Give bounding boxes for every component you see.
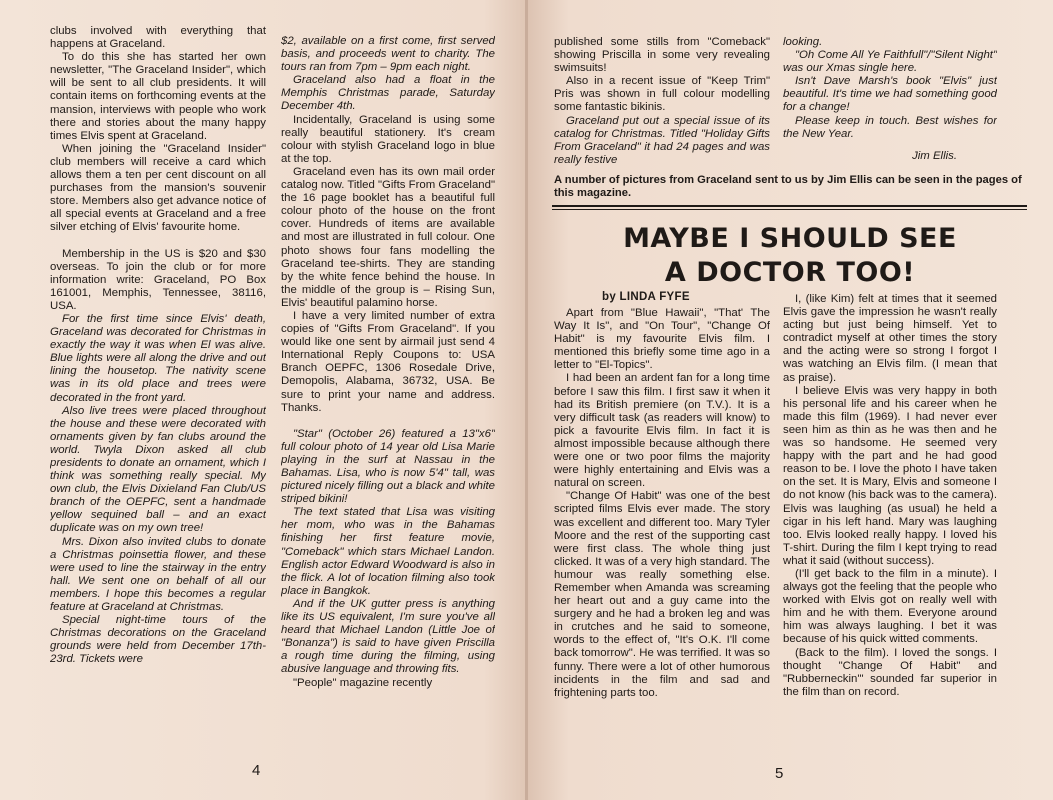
paragraph: "Star" (October 26) featured a 13"x6" full colour photo of 14 year old Lisa Marie playing in the surf at Nassau in the Bahamas. Lisa, who is now 5'4" tall, was pictured nicely filling out a black and white striped bikini! [281,427,495,506]
paragraph: I, (like Kim) felt at times that it seemed Elvis gave the impression he wasn't really acting but just being himself. Yet to contradict myself at other times the story and the acting were so strong I forgot I was watching an Elvis film. (I mean that as praise). [783,293,997,384]
paragraph: Membership in the US is $20 and $30 overseas. To join the club or for more information write: Graceland, PO Box 161001, Memphis, Tennessee, 38116, USA. [50,247,266,312]
page-gutter [525,0,528,800]
article-column-2 [783,293,997,763]
paragraph: Graceland also had a float in the Memphis Christmas parade, Saturday December 4th. [281,74,495,113]
headline-line-1: MAYBE I SHOULD SEE [623,223,957,254]
paragraph: "People" magazine recently [293,676,433,689]
photo-credit-note: A number of pictures from Graceland sent to us by Jim Ellis can be seen in the pages of this magazine. [554,174,1022,200]
paragraph: Also live trees were placed throughout the house and these were decorated with ornaments given by fan clubs around the world. Twyla Dixon asked all club presidents to donate an ornament, which I think was something really special. My own club, the Elvis Dixieland Fan Club/US branch of the OEPFC, sent a handmade yellow sequined ball – and an exact duplicate was on my own tree! [50,404,266,535]
paragraph: Incidentally, Graceland is using some really beautiful stationery. It's cream colour with stylish Graceland logo in blue at the top. [281,113,495,165]
paragraph: clubs involved with everything that happens at Graceland. [50,25,266,51]
left-page-column-2 [281,35,495,755]
signature: Jim Ellis. [912,149,957,162]
paragraph: Graceland put out a special issue of its catalog for Christmas. Titled "Holiday Gifts From Graceland" it had 24 pages and was really festive [554,114,770,166]
paragraph: "Change Of Habit" was one of the best scripted films Elvis ever made. The story was excellent and different too. Mary Tyler Moore and the rest of the supporting cast were first class. The whole thing just clicked. It was of a very high standard. The humour was really something else. Remember when Amanda was screaming her heart out and a guy came into the surgery and he had a broken leg and was in crutches and he said to someone, words to the effect of, "It's O.K. I'll come back tomorrow". He was terrified. It was so funny. There were a lot of other humorous incidents in the film and sad and frightening parts too. [554,490,770,699]
paragraph: I believe Elvis was very happy in both his personal life and his career when he made this film (1969). I had never ever seen him as thin as he was then and he was so handsome. He seemed very happy with the part and he had good reason to be. I love the photo I have taken on the set. It is Mary, Elvis and someone I do not know (his back was to the camera). Elvis was laughing (as usual) he held a cigar in his left hand. Mary was laughing too. Elvis looked really happy. I loved his T-shirt. During the film I kept trying to read what it said (without success). [783,384,997,567]
paragraph: Isn't Dave Marsh's book "Elvis" just beautiful. It's time we had something good for a change! [783,75,997,114]
paragraph: Please keep in touch. Best wishes for the New Year. [783,114,997,140]
article-byline: by LINDA FYFE [602,291,690,303]
divider-rule [552,205,1027,207]
article-headline [560,222,1020,290]
paragraph: For the first time since Elvis' death, Graceland was decorated for Christmas in exactly the way it was when El was alive. Blue lights were all along the drive and out lining the housetop. The nativity scene was in its old place and trees were decorated in the front yard. [50,312,266,404]
paragraph: (Back to the film). I loved the songs. I thought "Change Of Habit" and "Rubberneckin'" sounded far superior in the film than on record. [783,646,997,698]
paragraph: When joining the "Graceland Insider" club members will receive a card which allows them a ten per cent discount on all purchases from the mansion's souvenir store. Members also get advance notice of all special events at Graceland and a free silver etching of Elvis' favourite home. [50,142,266,234]
paragraph: Mrs. Dixon also invited clubs to donate a Christmas poinsettia flower, and these were used to line the stairway in the entry hall. We sent one on behalf of all our members. I hope this becomes a regular feature at Graceland at Christmas. [50,535,266,614]
article-column-1 [554,307,770,762]
paragraph: looking. [783,36,823,48]
paragraph: $2, available on a first come, first served basis, and proceeds went to charity. The tours ran from 7pm – 9pm each night. [281,35,495,74]
page-number-left: 4 [252,762,261,779]
paragraph: To do this she has started her own newsletter, "The Graceland Insider", which will be sent to all club presidents. It will contain items on forthcoming events at the mansion, interviews with people who work there and stories about the many happy times Elvis spent at Graceland. [50,51,266,142]
left-page-column-1 [50,25,266,755]
paragraph: Graceland even has its own mail order catalog now. Titled "Gifts From Graceland" the 16 page booklet has a beautiful full colour photo of the house on the front cover. Hundreds of items are available and most are illustrated in full colour. One photo shows four fans modelling the Graceland tee-shirts. They are standing by the white fence behind the house. In the middle of the group is – Rising Sun, Elvis' beautiful palamino horse. [281,165,495,309]
paragraph: Special night-time tours of the Christmas decorations on the Graceland grounds were held from December 17th-23rd. Tickets were [50,614,266,666]
paragraph: "Oh Come All Ye Faithfull"/"Silent Night" was our Xmas single here. [783,49,997,75]
paragraph: Also in a recent issue of "Keep Trim" Pris was shown in full colour modelling some fantastic bikinis. [554,75,770,114]
paragraph: I have a very limited number of extra copies of "Gifts From Graceland". If you would like one sent by airmail just send 4 International Reply Coupons to: USA Branch OEPFC, 1306 Rosedale Drive, Demopolis, Alabama, 36732, USA. Be sure to print your name and address. Thanks. [281,309,495,414]
letter-closing [783,36,997,141]
page-number-right: 5 [775,765,784,782]
paragraph: Apart from "Blue Hawaii", "That' The Way It Is", and "On Tour", "Change Of Habit" is my favourite Elvis film. I mentioned this briefly some time ago in a letter to "El-Topics". [554,307,770,372]
paragraph: The text stated that Lisa was visiting her mom, who was in the Bahamas finishing her first feature movie, "Comeback" which stars Michael Landon. English actor Edward Woodward is also in the flick. A lot of location filming also took place in Bangkok. [281,506,495,597]
paragraph: (I'll get back to the film in a minute). I always got the feeling that the people who worked with Elvis got on really well with him and he with them. Everyone around him was always laughing. I bet it was because of his quick witted comments. [783,567,997,646]
headline-line-2: A DOCTOR TOO! [664,257,916,288]
paragraph: published some stills from "Comeback" showing Priscilla in some very revealing swimsuits! [554,36,770,75]
paragraph: And if the UK gutter press is anything like its US equivalent, I'm sure you've all heard that Michael Landon (Little Joe of "Bonanza") is said to have given Priscilla a rough time during the filming, using abusive language and throwing fits. [281,597,495,676]
divider-rule-thin [552,209,1027,210]
paragraph: I had been an ardent fan for a long time before I saw this film. I first saw it when it had its British premiere (on T.V.). It is a very difficult task (as readers will know) to pick a favourite Elvis film. In fact it is almost impossible because although there were one or two poor films the majority were highly entertaining and Elvis was a natural on screen. [554,372,770,490]
right-page-column-1-top [554,36,770,166]
right-page-column-2-top [783,36,997,166]
